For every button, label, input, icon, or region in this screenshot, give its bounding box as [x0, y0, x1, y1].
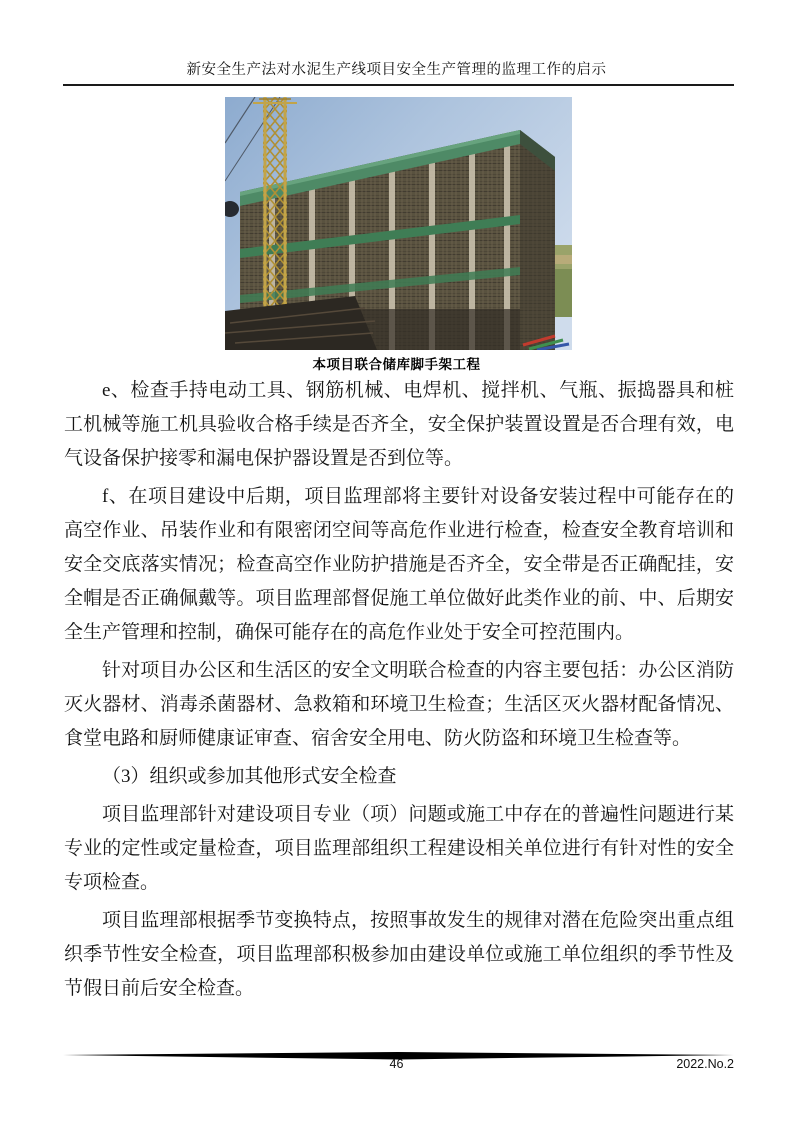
footer-divider: [63, 1047, 734, 1055]
body-paragraph: （3）组织或参加其他形式安全检查: [102, 766, 397, 787]
header-rule: [63, 84, 734, 86]
body-text: [64, 374, 734, 1010]
issue-label: 2022.No.2: [676, 1057, 734, 1071]
body-paragraph: 项目监理部根据季节变换特点，按照事故发生的规律对潜在危险突出重点组织季节性安全检查，项目监理部积极参加由建设单位或施工单位组织的季节性及节假日前后安全检查。: [64, 910, 734, 999]
figure: [225, 97, 572, 350]
page-number: 46: [389, 1057, 404, 1071]
page-title: 新安全生产法对水泥生产线项目安全生产管理的监理工作的启示: [186, 62, 607, 78]
body-paragraph: e、检查手持电动工具、钢筋机械、电焊机、搅拌机、气瓶、振捣器具和桩工机械等施工机具验收合格手续是否齐全，安全保护装置设置是否合理有效，电气设备保护接零和漏电保护器设置是否到位等。: [64, 380, 734, 469]
figure-caption: 本项目联合储库脚手架工程: [312, 357, 481, 372]
body-paragraph: 针对项目办公区和生活区的安全文明联合检查的内容主要包括：办公区消防灭火器材、消毒杀菌器材、急救箱和环境卫生检查；生活区灭火器材配备情况、食堂电路和厨师健康证审查、宿舍安全用电、防火防盗和环境卫生检查等。: [64, 660, 734, 749]
body-paragraph: f、在项目建设中后期，项目监理部将主要针对设备安装过程中可能存在的高空作业、吊装作业和有限密闭空间等高危作业进行检查，检查安全教育培训和安全交底落实情况；检查高空作业防护措施是否齐全，安全带是否正确配挂，安全帽是否正确佩戴等。项目监理部督促施工单位做好此类作业的前、中、后期安全生产管理和控制，确保可能存在的高危作业处于安全可控范围内。: [64, 486, 734, 643]
scaffolding-photo: [225, 97, 572, 350]
body-paragraph: 项目监理部针对建设项目专业（项）问题或施工中存在的普遍性问题进行某专业的定性或定量检查，项目监理部组织工程建设相关单位进行有针对性的安全专项检查。: [64, 804, 734, 893]
